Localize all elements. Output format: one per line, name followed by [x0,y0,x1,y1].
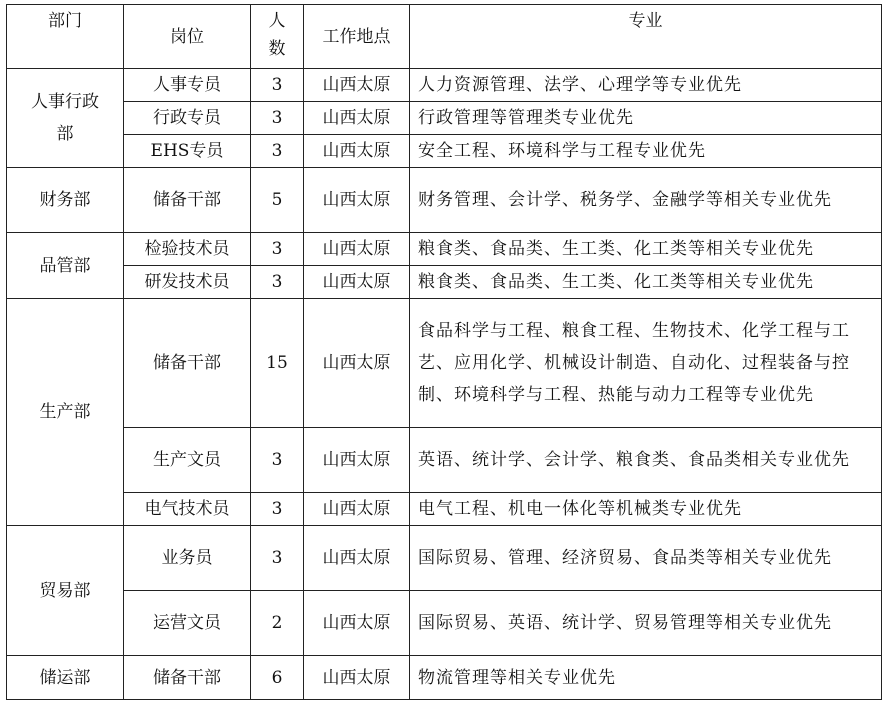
location-cell: 山西太原 [304,591,410,656]
position-cell: 储备干部 [124,656,251,700]
table-row [7,266,882,299]
position-cell: 业务员 [124,526,251,591]
location-cell: 山西太原 [304,168,410,233]
position-cell: EHS专员 [124,135,251,168]
major-cell: 粮食类、食品类、生工类、化工类等相关专业优先 [410,233,882,266]
position-cell: 检验技术员 [124,233,251,266]
table-row [7,102,882,135]
department-cell-finance: 财务部 [7,168,124,233]
table-row [7,591,882,656]
department-name-line2: 部 [56,124,74,144]
location-cell: 山西太原 [304,102,410,135]
position-cell: 人事专员 [124,69,251,102]
location-cell: 山西太原 [304,233,410,266]
count-cell: 5 [251,168,304,233]
count-cell: 3 [251,135,304,168]
table-row [7,526,882,591]
major-cell: 粮食类、食品类、生工类、化工类等相关专业优先 [410,266,882,299]
major-cell: 安全工程、环境科学与工程专业优先 [410,135,882,168]
position-cell: 行政专员 [124,102,251,135]
header-count [251,5,304,69]
header-position: 岗位 [124,5,251,69]
table-row [7,135,882,168]
location-cell: 山西太原 [304,266,410,299]
major-cell: 电气工程、机电一体化等机械类专业优先 [410,493,882,526]
department-cell-trade: 贸易部 [7,526,124,656]
department-cell-logistics: 储运部 [7,656,124,700]
count-cell: 3 [251,69,304,102]
major-cell: 行政管理等管理类专业优先 [410,102,882,135]
position-cell: 储备干部 [124,168,251,233]
table-row [7,69,882,102]
header-department: 部门 [7,5,124,69]
major-cell: 财务管理、会计学、税务学、金融学等相关专业优先 [410,168,882,233]
table-row [7,299,882,428]
position-cell: 研发技术员 [124,266,251,299]
count-cell: 3 [251,102,304,135]
table-row [7,233,882,266]
location-cell: 山西太原 [304,526,410,591]
header-location: 工作地点 [304,5,410,69]
table-row [7,493,882,526]
position-cell: 生产文员 [124,428,251,493]
count-cell: 6 [251,656,304,700]
header-count-line2: 数 [268,39,286,59]
table-row [7,428,882,493]
location-cell: 山西太原 [304,656,410,700]
major-cell: 食品科学与工程、粮食工程、生物技术、化学工程与工艺、应用化学、机械设计制造、自动化、过程装备与控制、环境科学与工程、热能与动力工程等专业优先 [410,299,882,428]
table-row [7,168,882,233]
count-cell: 15 [251,299,304,428]
count-cell: 3 [251,266,304,299]
position-cell: 运营文员 [124,591,251,656]
major-cell: 英语、统计学、会计学、粮食类、食品类相关专业优先 [410,428,882,493]
count-cell: 2 [251,591,304,656]
major-cell: 国际贸易、管理、经济贸易、食品类等相关专业优先 [410,526,882,591]
count-cell: 3 [251,428,304,493]
recruitment-table [6,4,882,700]
major-cell: 国际贸易、英语、统计学、贸易管理等相关专业优先 [410,591,882,656]
major-cell: 人力资源管理、法学、心理学等专业优先 [410,69,882,102]
department-cell-production: 生产部 [7,299,124,526]
location-cell: 山西太原 [304,299,410,428]
header-major: 专业 [410,5,882,69]
header-row [7,5,882,69]
position-cell: 电气技术员 [124,493,251,526]
count-cell: 3 [251,233,304,266]
location-cell: 山西太原 [304,69,410,102]
department-name-line1: 人事行政 [31,92,99,112]
table-row [7,656,882,700]
location-cell: 山西太原 [304,493,410,526]
count-cell: 3 [251,493,304,526]
location-cell: 山西太原 [304,135,410,168]
count-cell: 3 [251,526,304,591]
location-cell: 山西太原 [304,428,410,493]
position-cell: 储备干部 [124,299,251,428]
department-cell-quality: 品管部 [7,233,124,299]
header-count-line1: 人 [268,11,286,31]
major-cell: 物流管理等相关专业优先 [410,656,882,700]
department-cell-hr-admin [7,69,124,168]
